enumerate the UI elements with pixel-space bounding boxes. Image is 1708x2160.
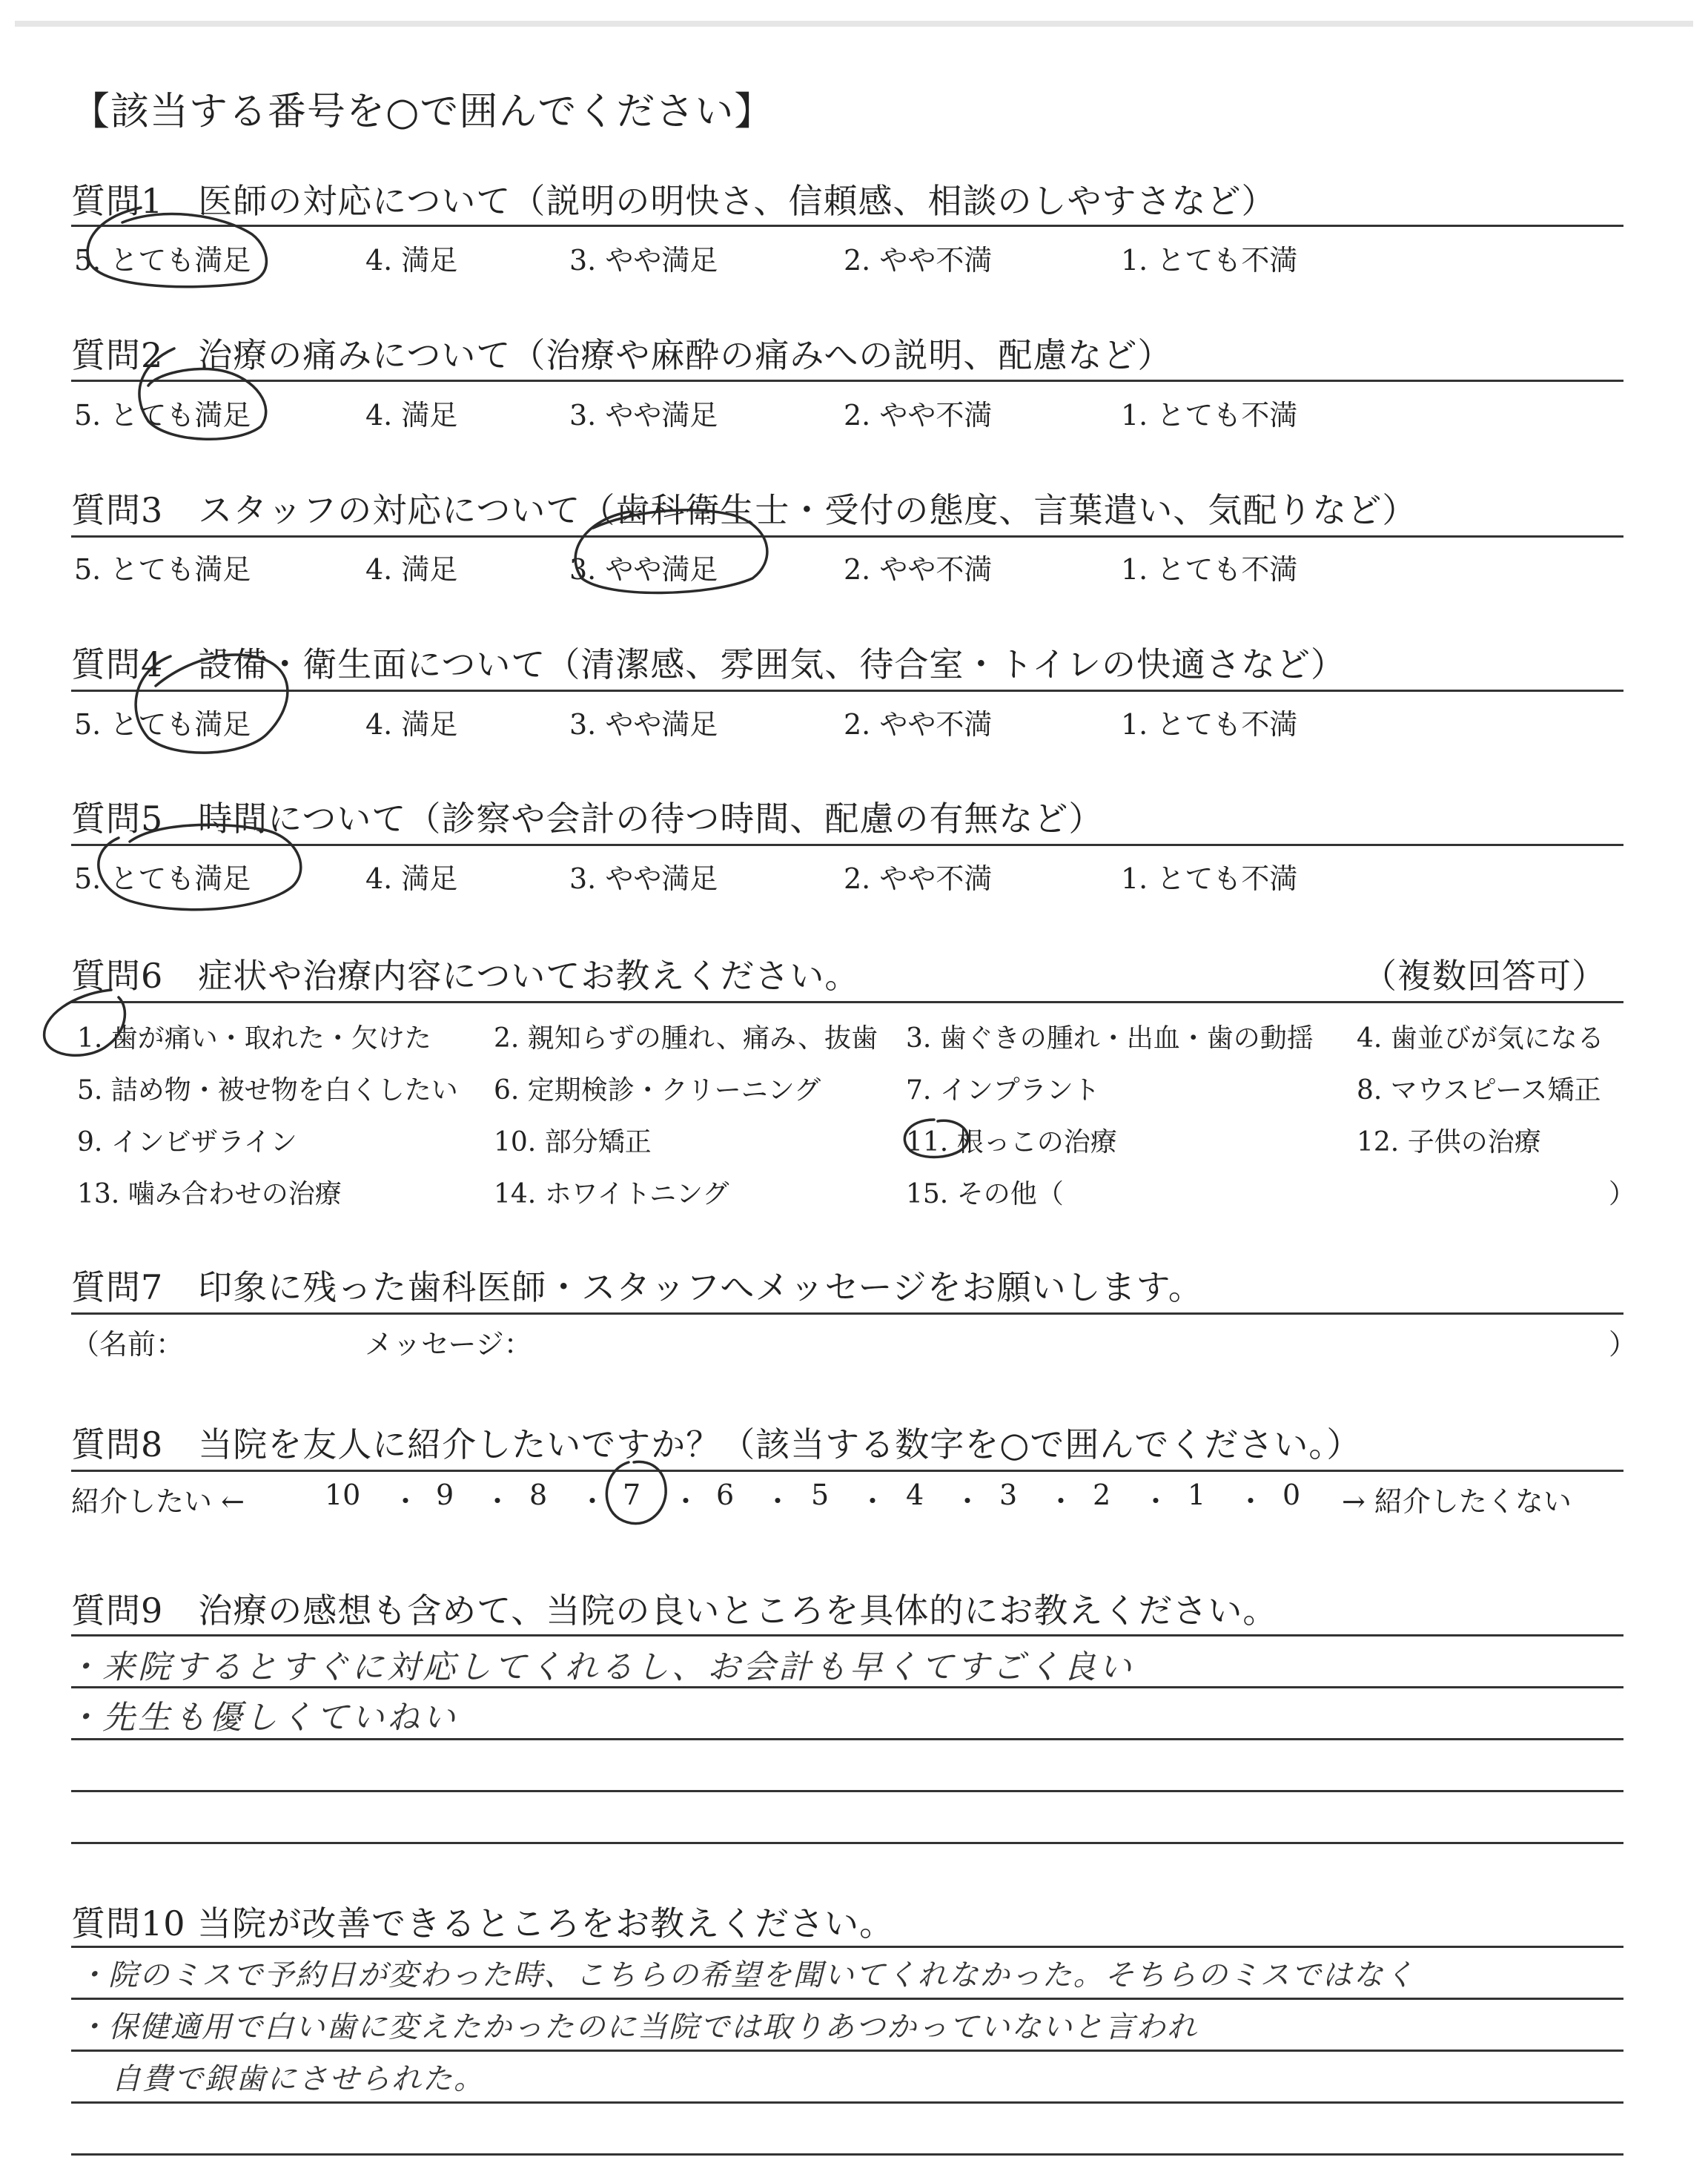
q8-sep-7: ・: [953, 1485, 982, 1518]
q10-answer-line-3[interactable]: 自費で銀歯にさせられた。: [111, 2062, 485, 2096]
q8-scale-5[interactable]: 5: [811, 1479, 830, 1511]
q6-item-5[interactable]: 5. 詰め物・被せ物を白くしたい: [77, 1075, 458, 1106]
q8-scale-7[interactable]: 7: [623, 1479, 641, 1511]
q10-answer-line-2[interactable]: ・保健適用で白い歯に変えたかったのに当院では取りあつかっていないと言われ: [77, 2010, 1198, 2044]
q6-item-7[interactable]: 7. インプラント: [906, 1075, 1100, 1106]
q8-scale-10[interactable]: 10: [325, 1479, 361, 1511]
q6-item-12[interactable]: 12. 子供の治療: [1357, 1127, 1541, 1157]
q6-item-14[interactable]: 14. ホワイトニング: [494, 1179, 729, 1209]
q8-sep-3: ・: [578, 1485, 607, 1518]
q8-sep-9: ・: [1142, 1485, 1171, 1518]
question-3-label: 質問3 スタッフの対応について（歯科衛生士・受付の態度、言葉遣い、気配りなど）: [71, 490, 1417, 530]
q6-item-10[interactable]: 10. 部分矯正: [494, 1127, 652, 1157]
question-4-label: 質問4 設備・衛生面について（清潔感、雰囲気、待合室・トイレの快適さなど）: [71, 644, 1346, 684]
q1-option-2[interactable]: 2. やや不満: [844, 244, 993, 277]
q8-sep-5: ・: [764, 1485, 792, 1518]
q2-option-4[interactable]: 4. 満足: [365, 399, 458, 432]
q4-option-1[interactable]: 1. とても不満: [1121, 708, 1298, 741]
q4-option-4[interactable]: 4. 満足: [365, 708, 458, 741]
q8-scale-6[interactable]: 6: [716, 1479, 735, 1511]
q10-answer-line-1[interactable]: ・院のミスで予約日が変わった時、こちらの希望を聞いてくれなかった。そちらのミスではなく: [77, 1958, 1416, 1992]
q6-item-9[interactable]: 9. インビザライン: [77, 1127, 297, 1157]
question-6-label: 質問6 症状や治療内容についてお教えください。: [71, 956, 860, 996]
q3-option-5[interactable]: 5. とても満足: [74, 553, 251, 586]
q8-sep-6: ・: [858, 1485, 887, 1518]
q8-left-label: 紹介したい ←: [71, 1485, 245, 1518]
question-9-label: 質問9 治療の感想も含めて、当院の良いところを具体的にお教えください。: [71, 1591, 1278, 1631]
q8-sep-4: ・: [672, 1485, 701, 1518]
q4-selection-circle: [136, 655, 288, 753]
q2-option-5[interactable]: 5. とても満足: [74, 399, 251, 432]
question-8-label: 質問8 当院を友人に紹介したいですか？（該当する数字を○で囲んでください。）: [71, 1424, 1362, 1464]
question-1-label: 質問1 医師の対応について（説明の明快さ、信頼感、相談のしやすさなど）: [71, 181, 1277, 221]
q5-option-4[interactable]: 4. 満足: [365, 862, 458, 895]
q6-other-close: ）: [1609, 1179, 1636, 1209]
q6-item-1[interactable]: 1. 歯が痛い・取れた・欠けた: [77, 1023, 431, 1054]
q8-scale-9[interactable]: 9: [436, 1479, 454, 1511]
q2-option-1[interactable]: 1. とても不満: [1121, 399, 1298, 432]
q3-option-1[interactable]: 1. とても不満: [1121, 553, 1298, 586]
question-6-note: （複数回答可）: [1363, 956, 1606, 996]
q8-sep-1: ・: [391, 1485, 420, 1518]
q9-answer-line-2[interactable]: ・先生も優しくていねい: [67, 1699, 458, 1737]
q8-right-label: → 紹介したくない: [1342, 1485, 1572, 1518]
q8-scale-8[interactable]: 8: [529, 1479, 548, 1511]
q8-sep-2: ・: [483, 1485, 512, 1518]
q6-item-11-selection-circle: [904, 1120, 967, 1157]
q1-option-4[interactable]: 4. 満足: [365, 244, 458, 277]
q6-item-8[interactable]: 8. マウスピース矯正: [1357, 1075, 1601, 1106]
question-2-label: 質問2 治療の痛みについて（治療や麻酔の痛みへの説明、配慮など）: [71, 335, 1173, 375]
page-title: 【該当する番号を○で囲んでください】: [71, 90, 774, 134]
q7-message-label: メッセージ：: [365, 1328, 532, 1361]
q4-option-3[interactable]: 3. やや満足: [569, 708, 718, 741]
q5-option-5[interactable]: 5. とても満足: [74, 862, 251, 895]
q1-selection-circle: [87, 208, 266, 287]
q7-name-label: （名前：: [71, 1328, 185, 1361]
q6-item-15[interactable]: 15. その他（: [906, 1179, 1064, 1209]
q6-item-1-selection-circle: [44, 990, 125, 1055]
question-5-label: 質問5 時間について（診察や会計の待つ時間、配慮の有無など）: [71, 799, 1104, 839]
q5-option-1[interactable]: 1. とても不満: [1121, 862, 1298, 895]
q1-option-5[interactable]: 5. とても満足: [74, 244, 251, 277]
q2-selection-circle: [139, 349, 266, 439]
q6-item-2[interactable]: 2. 親知らずの腫れ、痛み、抜歯: [494, 1023, 878, 1054]
q1-option-1[interactable]: 1. とても不満: [1121, 244, 1298, 277]
q3-option-4[interactable]: 4. 満足: [365, 553, 458, 586]
q6-item-13[interactable]: 13. 噛み合わせの治療: [77, 1179, 342, 1209]
q6-item-3[interactable]: 3. 歯ぐきの腫れ・出血・歯の動揺: [906, 1023, 1314, 1054]
question-7-label: 質問7 印象に残った歯科医師・スタッフへメッセージをお願いします。: [71, 1267, 1203, 1307]
q7-close: ）: [1609, 1328, 1638, 1361]
q5-selection-circle: [99, 825, 301, 909]
q3-selection-circle: [575, 510, 767, 593]
q8-scale-2[interactable]: 2: [1093, 1479, 1111, 1511]
q9-answer-line-1[interactable]: ・来院するとすぐに対応してくれるし、お会計も早くてすごく良い: [67, 1648, 1134, 1686]
q2-option-2[interactable]: 2. やや不満: [844, 399, 993, 432]
question-10-label: 質問10 当院が改善できるところをお教えください。: [71, 1903, 895, 1943]
q6-item-4[interactable]: 4. 歯並びが気になる: [1357, 1023, 1604, 1054]
q8-sep-8: ・: [1047, 1485, 1076, 1518]
q8-scale-0[interactable]: 0: [1282, 1479, 1301, 1511]
q5-option-3[interactable]: 3. やや満足: [569, 862, 718, 895]
q8-scale-4[interactable]: 4: [906, 1479, 924, 1511]
q8-scale-7-selection-circle: [606, 1462, 666, 1523]
q8-scale-3[interactable]: 3: [999, 1479, 1018, 1511]
q1-option-3[interactable]: 3. やや満足: [569, 244, 718, 277]
q4-option-2[interactable]: 2. やや不満: [844, 708, 993, 741]
q8-scale-1[interactable]: 1: [1188, 1479, 1206, 1511]
q2-option-3[interactable]: 3. やや満足: [569, 399, 718, 432]
q3-option-2[interactable]: 2. やや不満: [844, 553, 993, 586]
q5-option-2[interactable]: 2. やや不満: [844, 862, 993, 895]
q6-item-6[interactable]: 6. 定期検診・クリーニング: [494, 1075, 821, 1106]
q6-item-11[interactable]: 11. 根っこの治療: [906, 1127, 1117, 1157]
q8-sep-10: ・: [1237, 1485, 1265, 1518]
q4-option-5[interactable]: 5. とても満足: [74, 708, 251, 741]
q3-option-3[interactable]: 3. やや満足: [569, 553, 718, 586]
